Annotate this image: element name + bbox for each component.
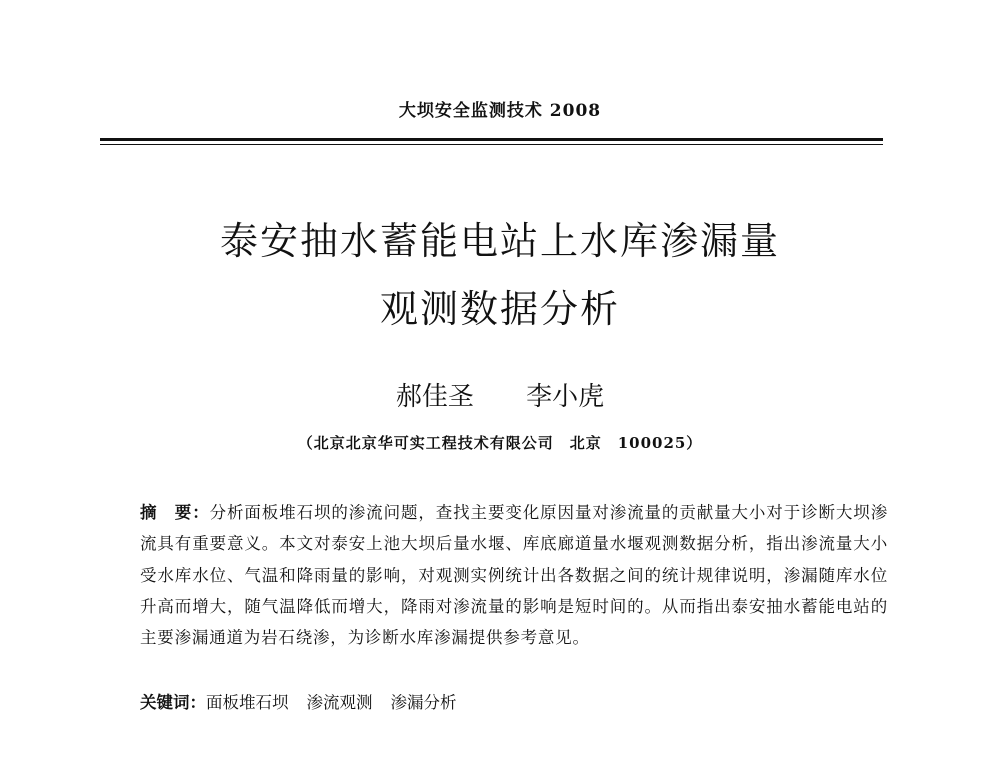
keyword: 渗漏分析: [390, 693, 457, 712]
journal-header: 大坝安全监测技术 2008: [398, 101, 602, 121]
keywords: [140, 691, 888, 715]
keyword: 面板堆石坝: [206, 693, 289, 712]
abstract-text: 分析面板堆石坝的渗流问题，查找主要变化原因量对渗流量的贡献量大小对于诊断大坝渗流具有重要意义。本文对泰安上池大坝后量水堰、库底廊道量水堰观测数据分析，指出渗流量大小受水库水位、气温和降雨量的影响，对观测实例统计出各数据之间的统计规律说明，渗漏随库水位升高而增大，随气温降低而增大，降雨对渗流量的影响是短时间的。从而指出泰安抽水蓄能电站的主要渗漏通道为岩石绕渗，为诊断水库渗漏提供参考意见。: [140, 503, 888, 648]
paper-title-line-2: 观测数据分析: [379, 287, 620, 331]
author-name: 郝佳圣: [395, 382, 474, 412]
keywords-label: 关键词：: [140, 693, 206, 712]
paper-title-line-1: 泰安抽水蓄能电站上水库渗漏量: [219, 219, 780, 263]
abstract-label: 摘 要：: [140, 503, 210, 522]
keyword: 渗流观测: [306, 693, 373, 712]
author-name: 李小虎: [526, 382, 605, 412]
header-rule-thin: [100, 144, 883, 145]
header-rule-thick: [100, 138, 883, 141]
abstract: [140, 497, 888, 653]
author-list: [0, 376, 1000, 413]
affiliation: （北京北京华可实工程技术有限公司 北京 100025）: [297, 434, 703, 452]
